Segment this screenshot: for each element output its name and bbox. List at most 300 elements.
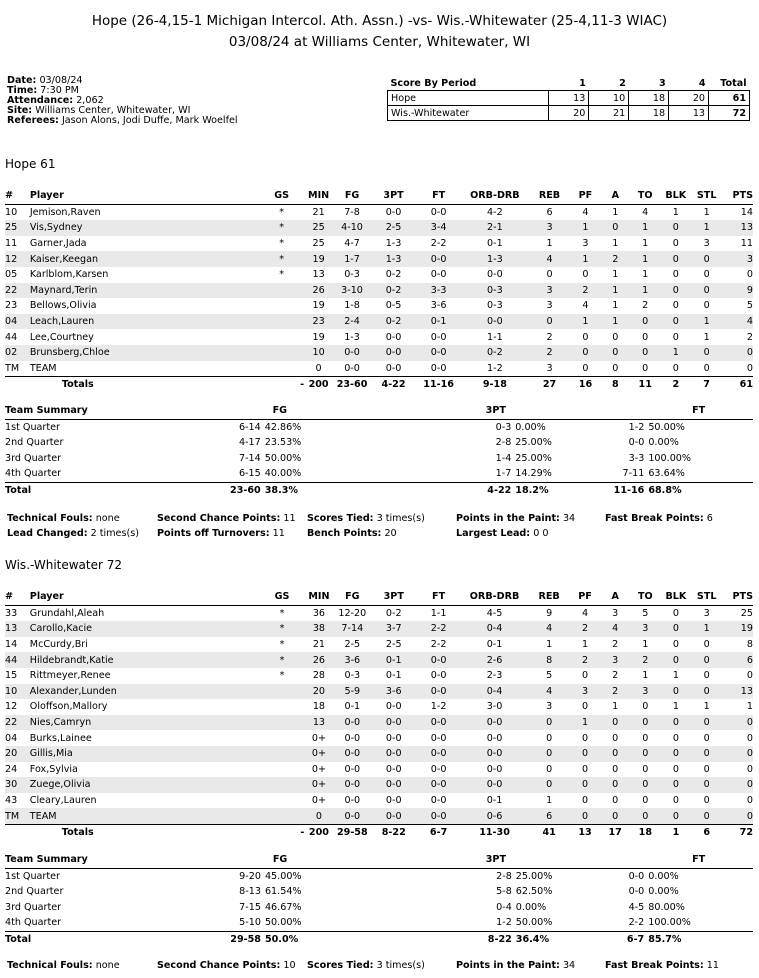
stat-fg: 0-3	[344, 670, 361, 682]
summary-row	[5, 915, 753, 931]
away-second-chance: Second Chance Points: 10	[157, 960, 296, 971]
stat-gs	[259, 314, 304, 330]
home-points-in-paint: Points in the Paint: 34	[456, 513, 576, 524]
stat-reb: 2	[546, 331, 553, 343]
summary-row	[5, 868, 753, 884]
stat-orb-drb: 4-5	[486, 607, 503, 619]
stat-min: 25	[312, 238, 325, 250]
score-row-away: Wis.-Whitewater 20 21 18 13 72	[388, 106, 750, 121]
stat-pts: 0	[722, 777, 753, 793]
stat-3pt: 0-0	[371, 808, 416, 824]
stat-3pt: 0-2	[385, 269, 402, 281]
summary-ft-pct: 100.00%	[648, 452, 692, 464]
total-stl: 7	[703, 379, 710, 391]
stat-jersey: 30	[5, 777, 30, 793]
stat-player: McCurdy,Bri	[29, 639, 88, 651]
stat-a: 1	[601, 283, 631, 299]
total-pts: 61	[739, 379, 753, 391]
stat-min: 23	[304, 314, 333, 330]
stat-orb-drb: 1-3	[461, 251, 529, 267]
summary-3pt: 0-4	[496, 901, 512, 913]
stat-gs	[259, 283, 304, 299]
stat-pts: 0	[722, 345, 753, 361]
stat-pts: 0	[746, 269, 753, 281]
stat-reb: 4	[528, 684, 570, 700]
summary-fg-pct: 40.00%	[264, 468, 302, 480]
stat-3pt: 0-0	[371, 746, 416, 762]
summary-3pt: 2-8	[495, 437, 512, 449]
game-title: Hope (26-4,15-1 Michigan Intercol. Ath. Assn.) -vs- Wis.-Whitewater (25-4,11-3 WIAC)	[91, 13, 668, 29]
summary-col-fg: FG	[212, 403, 347, 419]
stat-a: 0	[601, 220, 631, 236]
stat-3pt: 2-5	[371, 220, 416, 236]
stat-reb: 3	[529, 361, 571, 377]
stat-a: 1	[601, 314, 631, 330]
stat-fg: 4-7	[344, 238, 360, 250]
stat-a: 0	[612, 763, 619, 775]
stat-stl: 0	[703, 795, 710, 807]
summary-ft-pct: 0.00%	[648, 870, 679, 882]
total-orb-drb: 11-30	[479, 827, 510, 839]
player-row	[5, 793, 753, 809]
total-jersey	[5, 377, 30, 393]
stat-pts: 0	[722, 361, 753, 377]
total-orb-drb: 9-18	[482, 379, 507, 391]
stat-ft: 0-0	[416, 361, 461, 377]
stat-to: 0	[642, 732, 649, 744]
stat-reb: 3	[529, 220, 571, 236]
player-row	[5, 668, 753, 684]
stat-a: 0	[600, 808, 630, 824]
summary-ft-pct: 63.64%	[648, 468, 685, 480]
column-header-pf: PF	[570, 589, 600, 605]
stat-3pt: 0-2	[371, 283, 416, 299]
stat-player: Garner,Jada	[29, 238, 87, 250]
stat-gs	[259, 345, 304, 361]
referees-line: Referees: Jason Alons, Jodi Duffe, Mark Woelfel	[7, 115, 238, 126]
stat-stl: 1	[703, 206, 710, 218]
stat-stl: 0	[691, 808, 722, 824]
stat-3pt: 0-0	[371, 777, 416, 793]
summary-row	[5, 884, 753, 900]
stat-player: Lee,Courtney	[29, 331, 94, 343]
stat-pf: 1	[570, 314, 600, 330]
column-header-player: Player	[30, 188, 260, 204]
stat-ft: 0-0	[416, 251, 461, 267]
column-header-a: A	[600, 589, 630, 605]
stat-player: Nies,Camryn	[30, 715, 260, 731]
stat-3pt: 0-0	[385, 732, 402, 744]
stat-player: Carollo,Kacie	[30, 621, 260, 637]
column-header-orb-drb: ORB-DRB	[461, 188, 529, 204]
home-points-off-turnovers: Points off Turnovers: 11	[157, 528, 285, 539]
stat-jersey: 15	[5, 670, 18, 682]
column-header-3pt: 3PT	[371, 188, 416, 204]
summary-fg-pct: 61.54%	[264, 886, 302, 898]
summary-3pt-pct: 0.00%	[515, 421, 546, 433]
stat-jersey: 10	[5, 206, 18, 218]
summary-fg-pct: 42.86%	[264, 421, 302, 433]
stat-pts: 19	[722, 621, 753, 637]
stat-pts: 13	[722, 220, 753, 236]
column-header-pf: PF	[570, 188, 600, 204]
summary-label: 2nd Quarter	[5, 437, 64, 449]
total-to: 11	[638, 379, 652, 391]
total-ft: 6-7	[429, 827, 448, 839]
stat-stl: 1	[691, 621, 722, 637]
summary-3pt-pct: 0.00%	[515, 901, 547, 913]
stat-a: 3	[612, 607, 619, 619]
stat-blk: 0	[660, 715, 691, 731]
stat-a: 0	[600, 715, 630, 731]
column-header-blk: BLK	[660, 188, 691, 204]
stat-reb: 0	[546, 269, 553, 281]
total-pf: 16	[578, 379, 593, 391]
summary-3pt-pct: 50.00%	[515, 917, 553, 929]
stat-to: 0	[642, 795, 649, 807]
spacer	[699, 868, 753, 884]
stat-jersey: 04	[5, 314, 30, 330]
summary-ft: 4-5	[628, 901, 645, 913]
stat-ft: 0-0	[416, 746, 460, 762]
player-row	[5, 699, 753, 715]
stat-a: 2	[612, 639, 619, 651]
stat-pf: 3	[582, 238, 589, 250]
stat-pts: 14	[740, 206, 753, 218]
spacer	[699, 884, 753, 900]
stat-fg: 0-0	[333, 361, 371, 377]
stat-stl: 3	[703, 238, 710, 250]
stat-jersey: TM	[5, 808, 30, 824]
summary-row	[5, 435, 753, 451]
column-header-orb-drb: ORB-DRB	[461, 589, 528, 605]
time-line: Time: 7:30 PM	[7, 85, 79, 96]
stat-player: Leach,Lauren	[30, 314, 260, 330]
stat-to: 3	[630, 684, 660, 700]
stat-to: 0	[630, 314, 660, 330]
total-a: 17	[608, 827, 622, 839]
stat-blk: 0	[660, 777, 691, 793]
stat-orb-drb: 0-2	[461, 345, 529, 361]
stat-pts: 0	[746, 763, 753, 775]
summary-ft: 7-11	[622, 468, 645, 480]
player-row	[5, 746, 753, 762]
stat-ft: 0-0	[430, 732, 447, 744]
stat-gs: *	[279, 607, 285, 619]
away-scores-tied: Scores Tied: 3 times(s)	[307, 960, 425, 971]
stat-a: 1	[612, 269, 619, 281]
stat-fg: 3-10	[333, 283, 371, 299]
summary-total-row	[5, 931, 753, 947]
stat-to: 1	[642, 269, 649, 281]
stat-gs: *	[279, 269, 285, 281]
column-header-blk: BLK	[660, 589, 691, 605]
away-totals-row	[5, 824, 753, 840]
stat-min: 0+	[304, 777, 333, 793]
stat-stl: 0	[703, 269, 710, 281]
stat-pf: 1	[570, 715, 600, 731]
stat-pf: 2	[570, 652, 600, 668]
stat-orb-drb: 3-0	[486, 701, 503, 713]
stat-3pt: 0-0	[371, 715, 416, 731]
column-header-fg: FG	[333, 589, 371, 605]
stat-gs	[260, 684, 305, 700]
player-row	[5, 329, 753, 345]
stat-to: 2	[642, 300, 649, 312]
summary-3pt: 1-4	[495, 452, 512, 464]
summary-3pt: 1-2	[496, 917, 512, 929]
player-row	[5, 605, 753, 621]
away-team-title: Wis.-Whitewater 72	[5, 558, 123, 572]
stat-orb-drb: 0-0	[486, 732, 503, 744]
total-reb: 41	[542, 827, 556, 839]
summary-ft: 0-0	[628, 437, 645, 449]
stat-gs	[259, 329, 304, 345]
stat-to: 0	[642, 331, 649, 343]
stat-orb-drb: 1-1	[487, 331, 503, 343]
summary-col-fg: FG	[213, 852, 348, 868]
stat-to: 0	[630, 808, 660, 824]
stat-gs	[260, 777, 305, 793]
summary-3pt: 5-8	[496, 886, 512, 898]
stat-a: 1	[612, 238, 619, 250]
stat-orb-drb: 0-1	[486, 795, 503, 807]
stat-fg: 4-10	[333, 220, 371, 236]
stat-ft: 0-0	[430, 670, 447, 682]
stat-min: 0+	[311, 795, 326, 807]
stat-to: 1	[630, 220, 660, 236]
total-to: 18	[638, 827, 653, 839]
stat-to: 0	[630, 746, 660, 762]
stat-stl: 1	[703, 331, 710, 343]
stat-min: 10	[304, 345, 333, 361]
column-header-a: A	[601, 188, 631, 204]
stat-player: Burks,Lainee	[29, 732, 92, 744]
stat-gs	[260, 793, 305, 809]
spacer	[699, 915, 753, 931]
stat-pf: 0	[582, 331, 589, 343]
summary-3pt-pct: 62.50%	[515, 886, 553, 898]
stat-ft: 0-0	[430, 269, 447, 281]
summary-fg-pct: 45.00%	[264, 870, 302, 882]
stat-blk: 1	[672, 670, 679, 682]
stat-fg: 0-0	[333, 777, 371, 793]
home-box-header	[5, 188, 753, 204]
stat-reb: 0	[528, 746, 570, 762]
player-row	[5, 777, 753, 793]
stat-fg: 0-1	[344, 701, 361, 713]
total-player: Totals	[61, 379, 94, 391]
stat-jersey: 10	[5, 684, 30, 700]
stat-reb: 0	[528, 715, 570, 731]
stat-ft: 2-2	[430, 639, 447, 651]
stat-pts: 0	[746, 795, 753, 807]
summary-fg: 6-14	[238, 421, 261, 433]
stat-pf: 4	[581, 607, 589, 619]
summary-ft: 0-0	[628, 886, 645, 898]
stat-to: 2	[630, 652, 660, 668]
summary-fg: 23-60	[212, 482, 260, 498]
stat-to: 1	[630, 283, 660, 299]
stat-pts: 13	[722, 684, 753, 700]
stat-fg: 1-8	[344, 300, 360, 312]
summary-3pt: 2-8	[496, 870, 512, 882]
stat-3pt: 0-1	[371, 652, 416, 668]
stat-gs	[260, 746, 305, 762]
summary-label: 2nd Quarter	[5, 886, 64, 898]
summary-ft-pct: 85.7%	[644, 931, 699, 947]
column-header-stl: STL	[691, 188, 722, 204]
stat-player: TEAM	[30, 361, 260, 377]
stat-fg: 12-20	[338, 607, 367, 619]
home-team-title: Hope 61	[5, 157, 56, 171]
summary-ft: 6-7	[561, 931, 644, 947]
stat-blk: 0	[672, 300, 679, 312]
stat-jersey: 02	[5, 345, 30, 361]
stat-stl: 0	[691, 361, 722, 377]
player-row	[5, 621, 753, 637]
home-second-chance: Second Chance Points: 11	[157, 513, 296, 524]
column-header-stl: STL	[691, 589, 722, 605]
score-row-home: Hope 13 10 18 20 61	[388, 91, 750, 106]
stat-reb: 5	[546, 670, 553, 682]
stat-pf: 3	[570, 684, 600, 700]
home-summary-header	[5, 403, 753, 419]
summary-row	[5, 451, 753, 467]
player-row	[5, 652, 753, 668]
date-line: Date: 03/08/24	[7, 75, 83, 86]
stat-blk: 0	[672, 639, 679, 651]
stat-stl: 0	[691, 345, 722, 361]
total-blk: 2	[672, 379, 680, 391]
stat-3pt: 1-3	[371, 251, 416, 267]
summary-fg-pct: 38.3%	[261, 482, 348, 498]
stat-ft: 0-0	[430, 795, 447, 807]
stat-pf: 0	[570, 777, 600, 793]
summary-row	[5, 419, 753, 435]
stat-orb-drb: 0-0	[486, 763, 503, 775]
home-box-score	[5, 188, 753, 393]
stat-orb-drb: 0-0	[461, 777, 528, 793]
home-bench-points: Bench Points: 20	[307, 528, 397, 539]
stat-orb-drb: 0-0	[487, 269, 503, 281]
stat-pts: 5	[746, 300, 753, 312]
summary-col-ft: FT	[644, 852, 753, 868]
column-header-fg: FG	[333, 188, 371, 204]
stat-reb: 0	[546, 763, 553, 775]
summary-label: 3rd Quarter	[5, 452, 62, 464]
stat-pf: 0	[570, 746, 600, 762]
stat-min: 18	[312, 701, 326, 713]
player-row	[5, 730, 753, 746]
column-header-ft: FT	[416, 188, 461, 204]
stat-ft: 0-0	[416, 684, 460, 700]
summary-ft-pct: 0.00%	[648, 437, 679, 449]
site-line: Site: Williams Center, Whitewater, WI	[7, 105, 191, 116]
stat-pf: 2	[570, 283, 600, 299]
summary-ft-pct: 68.8%	[644, 482, 699, 498]
stat-pts: 4	[722, 314, 753, 330]
stat-stl: 0	[691, 715, 722, 731]
stat-min: 0+	[304, 746, 333, 762]
stat-player: Vis,Sydney	[30, 220, 260, 236]
summary-fg-pct: 50.00%	[264, 917, 302, 929]
summary-fg: 29-58	[213, 931, 261, 947]
stat-pts: 6	[722, 652, 753, 668]
stat-ft: 1-2	[430, 701, 447, 713]
stat-pts: 0	[746, 670, 753, 682]
stat-player: Zuege,Olivia	[30, 777, 260, 793]
stat-jersey: 43	[5, 795, 18, 807]
score-by-period-header: Score By Period 1 2 3 4 Total	[390, 77, 747, 89]
stat-gs: *	[279, 670, 285, 682]
stat-to: 0	[630, 361, 660, 377]
stat-orb-drb: 0-4	[461, 621, 528, 637]
column-header-to: TO	[630, 589, 660, 605]
summary-3pt-pct: 25.00%	[515, 870, 553, 882]
stat-ft: 2-2	[416, 621, 460, 637]
stat-stl: 0	[703, 670, 710, 682]
summary-col-3pt: 3PT	[348, 852, 645, 868]
summary-3pt: 1-7	[495, 468, 512, 480]
game-info	[7, 76, 238, 126]
stat-pts: 8	[746, 639, 753, 651]
summary-fg: 7-15	[239, 901, 261, 913]
stat-jersey: 11	[5, 238, 18, 250]
stat-blk: 1	[672, 206, 679, 218]
stat-ft: 0-1	[416, 314, 461, 330]
summary-fg: 8-13	[239, 886, 261, 898]
home-team-summary	[5, 403, 753, 498]
stat-pf: 4	[582, 206, 589, 218]
stat-blk: 0	[660, 621, 691, 637]
stat-stl: 0	[691, 251, 722, 267]
stat-fg: 0-0	[333, 808, 371, 824]
summary-ft: 0-0	[628, 870, 645, 882]
away-box-header	[5, 589, 753, 605]
spacer	[699, 419, 753, 435]
total-pts: 72	[739, 827, 753, 839]
summary-ft-pct: 0.00%	[648, 886, 679, 898]
column-header-reb: REB	[528, 589, 570, 605]
stat-stl: 0	[691, 652, 722, 668]
stat-ft: 0-0	[430, 763, 447, 775]
stat-orb-drb: 0-0	[461, 314, 529, 330]
stat-a: 0	[601, 361, 631, 377]
summary-total-row	[5, 482, 753, 498]
stat-reb: 0	[546, 732, 553, 744]
player-row	[5, 715, 753, 731]
stat-min: 21	[312, 639, 326, 651]
column-header-gs: GS	[260, 589, 305, 605]
stat-player: Gillis,Mia	[30, 746, 260, 762]
summary-ft: 1-2	[628, 421, 645, 433]
stat-blk: 0	[660, 746, 691, 762]
stat-jersey: 20	[5, 746, 30, 762]
stat-fg: 0-0	[333, 746, 371, 762]
stat-player: Hildebrandt,Katie	[30, 652, 260, 668]
away-team-summary	[5, 852, 753, 947]
stat-jersey: 44	[5, 652, 30, 668]
stat-pf: 4	[582, 300, 589, 312]
stat-ft: 0-0	[430, 206, 447, 218]
stat-fg: 1-3	[344, 331, 360, 343]
stat-a: 1	[612, 206, 619, 218]
stat-pf: 0	[570, 361, 600, 377]
summary-3pt-pct: 25.00%	[515, 452, 552, 464]
stat-a: 2	[612, 670, 619, 682]
stat-a: 0	[612, 795, 619, 807]
